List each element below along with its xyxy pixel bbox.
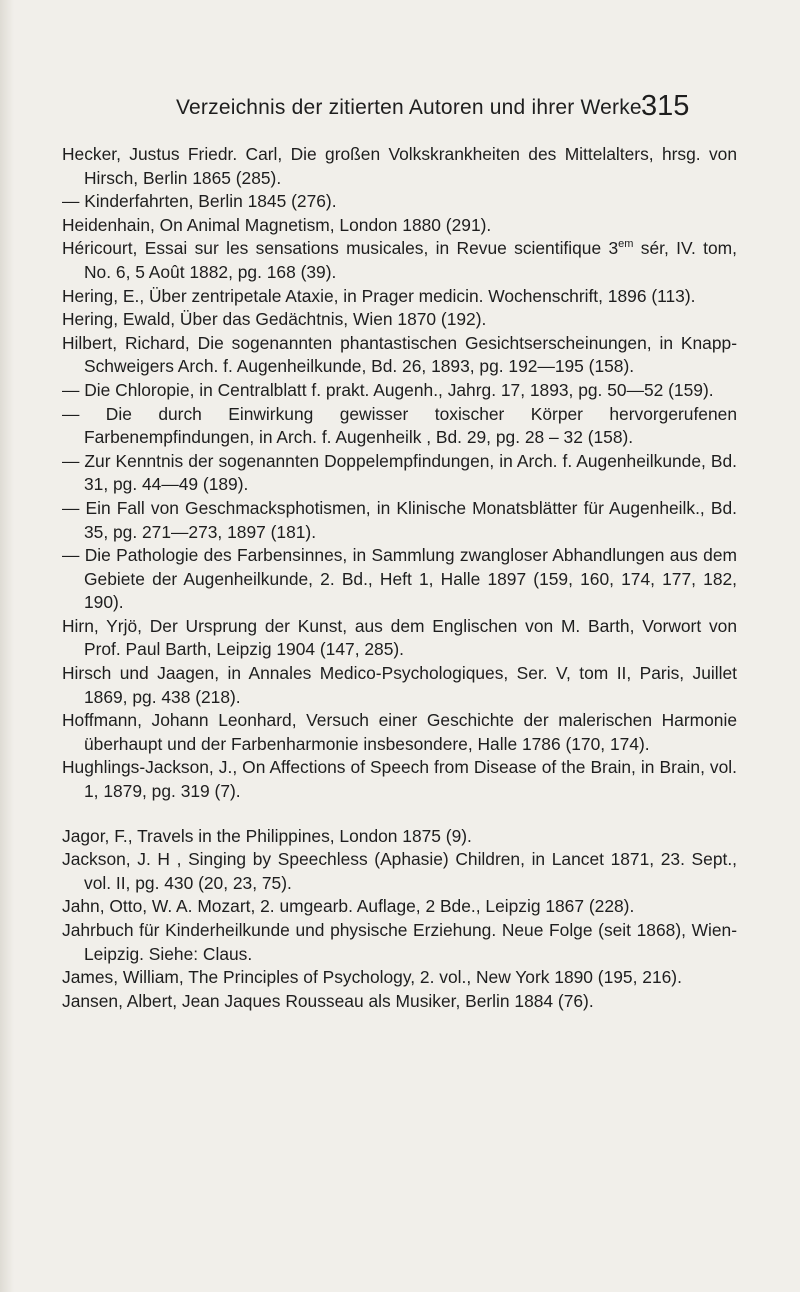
index-entry: Hirn, Yrjö, Der Ursprung der Kunst, aus dem Englischen von M. Barth, Vorwort von Prof. Paul Barth, Leipzig 1904 (147, 285). [62,615,737,660]
running-title: Verzeichnis der zitierten Autoren und ihrer Werke. [176,96,648,119]
index-entry: Jahrbuch für Kinderheilkunde und physische Erziehung. Neue Folge (seit 1868), Wien-Leipzig. Siehe: Claus. [62,920,737,964]
index-entry: — Die Pathologie des Farbensinnes, in Sammlung zwangloser Abhandlungen aus dem Gebiete der Augenheilkunde, 2. Bd., Heft 1, Halle 1897 (159, 160, 174, 177, 182, 190). [62,545,737,613]
superscript: em [618,238,634,251]
entry-text: sér, IV. tom, No. 6, 5 Août 1882, pg. 168 (39). [84,238,737,282]
index-entry: James, William, The Principles of Psychology, 2. vol., New York 1890 (195, 216). [62,967,682,988]
page-edge-shadow [0,0,14,1292]
index-entry: Hughlings-Jackson, J., On Affections of Speech from Disease of the Brain, in Brain, vol. 1, 1879, pg. 319 (7). [62,757,737,802]
author-index [62,143,737,1013]
index-entry: Hering, Ewald, Über das Gedächtnis, Wien 1870 (192). [62,309,487,330]
index-entry: Heidenhain, On Animal Magnetism, London 1880 (291). [62,214,492,235]
index-entry [62,237,737,284]
index-entry: Hirsch und Jaagen, in Annales Medico-Psychologiques, Ser. V, tom II, Paris, Juillet 1869, pg. 438 (218). [62,663,737,707]
index-entry: Hilbert, Richard, Die sogenannten phantastischen Gesichtserscheinungen, in Knapp-Schweigers Arch. f. Augenheilkunde, Bd. 26, 1893, pg. 192—195 (158). [62,332,737,377]
section-gap [62,804,737,825]
index-entry: — Ein Fall von Geschmacksphotismen, in Klinische Monatsblätter für Augenheilk., Bd. 35, pg. 271—273, 1897 (181). [62,497,737,542]
index-entry: Jahn, Otto, W. A. Mozart, 2. umgearb. Auflage, 2 Bde., Leipzig 1867 (228). [62,896,635,917]
index-entry: — Kinderfahrten, Berlin 1845 (276). [62,191,337,212]
index-entry: — Die durch Einwirkung gewisser toxischer Körper hervorgerufenen Farbenempfindungen, in Arch. f. Augenheilk , Bd. 29, pg. 28 – 32 (158). [62,403,737,448]
index-entry: Hering, E., Über zentripetale Ataxie, in Prager medicin. Wochenschrift, 1896 (113). [62,285,696,306]
index-entry: Hoffmann, Johann Leonhard, Versuch einer Geschichte der malerischen Harmonie überhaupt und der Farbenharmonie insbesondere, Halle 1786 (170, 174). [62,710,737,754]
index-entry: — Zur Kenntnis der sogenannten Doppelempfindungen, in Arch. f. Augenheilkunde, Bd. 31, pg. 44—49 (189). [62,450,737,495]
index-entry: — Die Chloropie, in Centralblatt f. prakt. Augenh., Jahrg. 17, 1893, pg. 50—52 (159). [62,379,714,400]
page-number: 315 [641,90,690,122]
index-entry: Jackson, J. H , Singing by Speechless (Aphasie) Children, in Lancet 1871, 23. Sept., vol. II, pg. 430 (20, 23, 75). [62,849,737,893]
index-entry: Jansen, Albert, Jean Jaques Rousseau als Musiker, Berlin 1884 (76). [62,990,594,1011]
index-entry: Hecker, Justus Friedr. Carl, Die großen Volkskrankheiten des Mittelalters, hrsg. von Hirsch, Berlin 1865 (285). [62,144,737,188]
index-entry: Jagor, F., Travels in the Philippines, London 1875 (9). [62,825,472,846]
running-header [0,90,800,130]
entry-text: Héricourt, Essai sur les sensations musicales, in Revue scientifique 3 [62,238,619,259]
